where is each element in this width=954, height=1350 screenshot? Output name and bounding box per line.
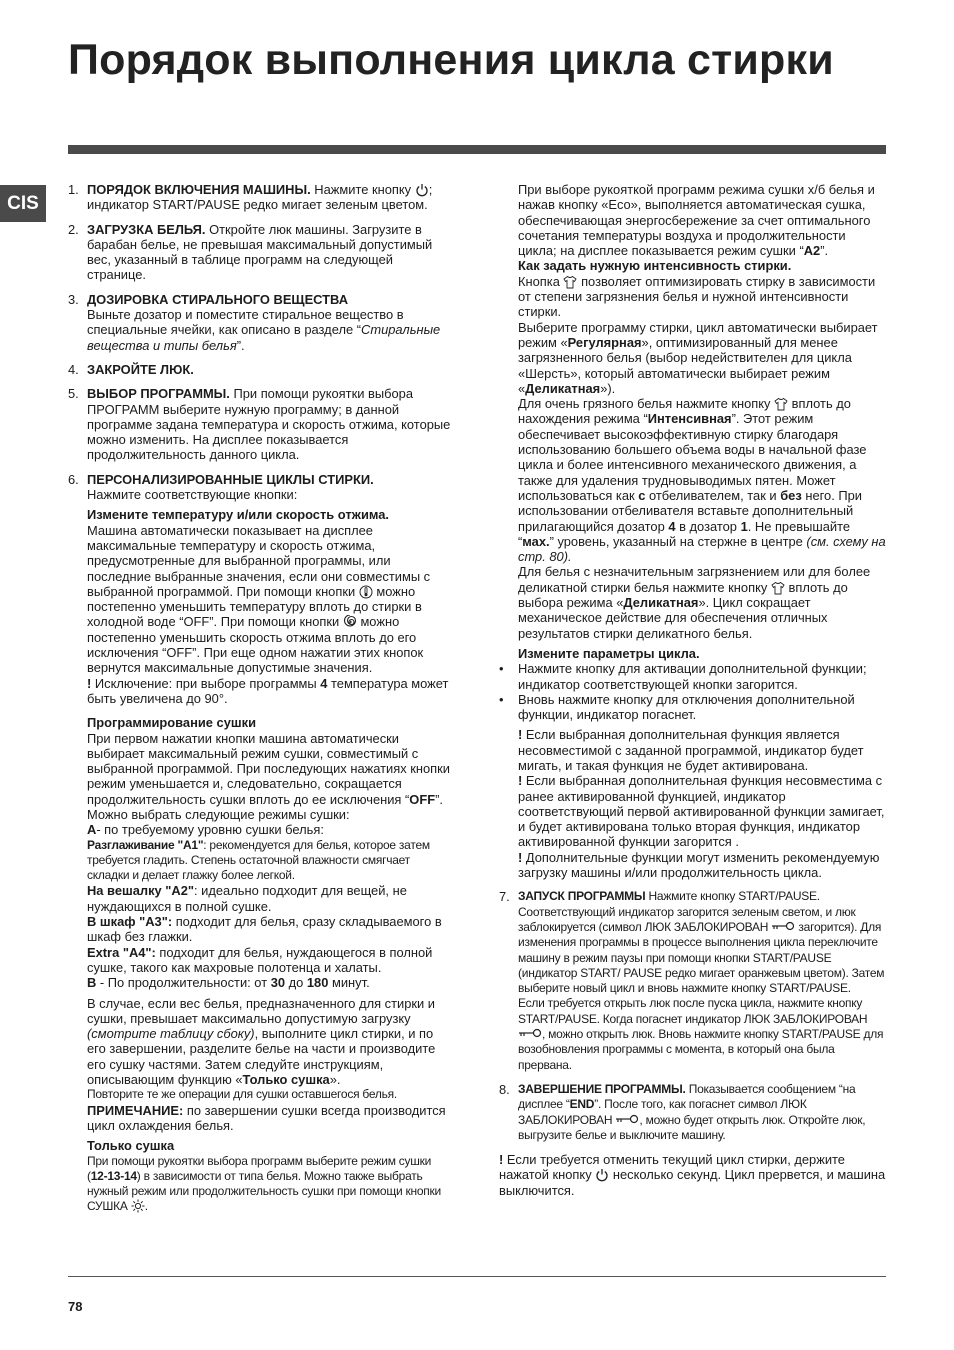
mode-label: А: [87, 822, 97, 838]
paragraph-text: : рекомендуется для белья, которое затем требуется гладить. Степень остаточной влажности смягчает складки и делает глажку более легкой.: [87, 837, 430, 883]
right-column: [499, 182, 887, 1198]
step-number: 6.: [68, 471, 79, 487]
sun-icon: [131, 1199, 145, 1213]
step-heading: ПЕРСОНАЛИЗИРОВАННЫЕ ЦИКЛЫ СТИРКИ.: [87, 471, 374, 487]
program-numbers: 12-13-14: [90, 1168, 137, 1183]
paragraph-text: до: [285, 975, 307, 991]
options-list: [499, 661, 887, 722]
paragraph-text: : идеально подходит для вещей, не нуждающихся в полной сушке.: [87, 883, 407, 914]
warning-mark: !: [518, 727, 523, 743]
step-heading: ЗАГРУЗКА БЕЛЬЯ.: [87, 221, 206, 237]
step-text: Откройте люк машины. Загрузите в барабан белье, не превышая максимальный допустимый вес, указанный в таблице программ на следующей странице.: [87, 221, 433, 283]
duration-min: 30: [270, 975, 286, 991]
paragraph-text: минут.: [328, 975, 370, 991]
temperature-icon: [359, 585, 373, 599]
level-max: мах.: [522, 533, 550, 549]
step-text: , можно открыть люк. Вновь нажмите кнопку START/PAUSE для возобновления программы с момента, в который она была прервана.: [518, 1027, 884, 1072]
step-text: Нажмите кнопку START/PAUSE. Соответствующий индикатор загорится зеленым светом, и люк заблокируется (символ ЛЮК ЗАБЛОКИРОВАН: [518, 889, 856, 934]
step-heading: ЗАКРОЙТЕ ЛЮК.: [87, 361, 194, 377]
warning-text: Если выбранная дополнительная функция несовместима с ранее активированной функцией, индикатор соответствующий первой активированной функции замигает, и будет активирована только вторая функция, индикатор активированной функции загорится .: [518, 773, 885, 850]
mode-label: На вешалку "A2": [87, 883, 194, 899]
dispenser-number: 1: [740, 518, 748, 534]
paragraph-text: ” уровень, указанный на стержне в центре: [549, 533, 807, 549]
warning-mark: !: [518, 773, 523, 789]
paragraph-text: , выполните цикл стирки, и по его завершении, разделите белье на части и производите его сушку частями. Затем следуйте инструкциям, описывающим функцию «: [87, 1026, 436, 1088]
function-name: Только сушка: [242, 1072, 330, 1088]
step-4: [68, 362, 452, 377]
step-text: Нажмите кнопку: [310, 182, 412, 197]
paragraph-text: .: [144, 1199, 148, 1214]
footer-divider: [68, 1276, 886, 1277]
language-tab: CIS: [0, 185, 46, 222]
mode-label: Разглаживание "A1": [87, 837, 204, 852]
mode-label: B: [87, 975, 97, 991]
paragraph-text: В случае, если вес белья, предназначенного для стирки и сушки, превышает максимально допустимую загрузку: [87, 995, 436, 1026]
drying-mode: A2: [803, 243, 821, 259]
step-text: загорится). Для изменения программы в процессе выполнения цикла переключите машину в режим паузы при помощи кнопки START/PAUSE (индикатор START/ PAUSE редко мигает оранжевым цветом). Затем выберите новый цикл и вновь нажмите кнопку START/PAUSE.: [518, 919, 885, 996]
subsection-heading: Как задать нужную интенсивность стирки.: [518, 258, 792, 274]
list-item: • Вновь нажмите кнопку для отключения дополнительной функции, индикатор погаснет.: [499, 692, 887, 723]
step-number: 4.: [68, 361, 79, 377]
warning-text: Если требуется отменить текущий цикл стирки, держите нажатой кнопку: [499, 1152, 845, 1183]
paragraph-text: температура может быть увеличена до 90°.: [87, 675, 449, 706]
paragraph-text: Кнопка: [518, 273, 560, 289]
step-number: 1.: [68, 182, 79, 197]
warning-text: Дополнительные функции могут изменить рекомендуемую загрузку машины и/или продолжительность цикла.: [518, 849, 880, 881]
page-title: Порядок выполнения цикла стирки: [68, 36, 834, 84]
paragraph-text: в дозатор: [675, 518, 741, 534]
paragraph-text: вплоть до выбора режима «: [518, 579, 848, 611]
step-heading: ЗАПУСК ПРОГРАММЫ: [518, 889, 646, 904]
step-heading: ВЫБОР ПРОГРАММЫ.: [87, 386, 230, 402]
step-text: , можно будет открыть люк. Откройте люк, выгрузите белье и выключите машину.: [518, 1112, 866, 1142]
paragraph-text: ”.: [820, 243, 829, 259]
paragraph-text: Машина автоматически показывает на дисплее максимальные температуру и скорость отжима, предусмотренные для выбранной программы, или последние выбранные значения, если они совместимы с выбранной программой. При помощи кнопки: [87, 522, 431, 599]
paragraph-text: по завершении сушки всегда производится цикл охлаждения белья.: [87, 1102, 446, 1133]
mode-label: В шкаф "A3":: [87, 914, 173, 930]
shirt-icon: [563, 275, 577, 289]
program-number: 4: [320, 675, 328, 691]
value-off: OFF: [409, 791, 436, 807]
display-message: END: [569, 1097, 595, 1112]
step-heading: ДОЗИРОВКА СТИРАЛЬНОГО ВЕЩЕСТВА: [87, 291, 349, 307]
step-7: [499, 889, 887, 1073]
step-5: [68, 386, 452, 462]
mode-name: Интенсивная: [647, 411, 732, 427]
step-1: [68, 182, 452, 213]
paragraph-text: отбеливателем, так и: [645, 487, 781, 503]
paragraph-text: ”.: [435, 791, 443, 807]
paragraph-text: При выборе рукояткой программ режима сушки х/б белья и нажав кнопку «Eco», выполняется автоматическая сушка, обеспечивающая энергосбережение за счет оптимального сочетания температуры воздуха и продолжительности цикла; на дисплее показывается режим сушки “: [518, 182, 875, 259]
duration-max: 180: [306, 975, 329, 991]
note-label: ПРИМЕЧАНИЕ:: [87, 1102, 184, 1118]
step-number: 3.: [68, 291, 79, 307]
subsection-heading: Измените параметры цикла.: [518, 645, 700, 661]
paragraph-text: ) в зависимости от типа белья. Можно также выбрать нужный режим или продолжительность сушки при помощи кнопки СУШКА: [87, 1168, 441, 1214]
paragraph-text: », оптимизированный для менее загрязненного белья (выбор недействителен для цикла «Шерсть», который автоматически выбирает режим «: [518, 334, 852, 396]
paragraph-text: - По продолжительности: от: [96, 975, 271, 991]
paragraph-text: можно постепенно уменьшить скорость отжима вплоть до его исключения “OFF”. При еще одном нажатии этих кнопок вернутся максимальные допустимые значения.: [87, 614, 424, 676]
step-6: [68, 472, 452, 1215]
step-text: Нажмите соответствующие кнопки:: [87, 487, 298, 503]
step-text: При помощи рукоятки выбора ПРОГРАММ выберите нужную программу; в данной программе задана температура и скорость отжима, которые можно изменить. На дисплее показывается продолжительность данного цикла.: [87, 386, 451, 463]
paragraph-text: ». Цикл сокращает механическое действие для обеспечения отличных результатов стирки деликатного белья.: [518, 595, 828, 641]
paragraph-text: Выберите программу стирки, цикл автоматически выбирает режим «: [518, 319, 878, 350]
step-text: Если требуется открыть люк после пуска цикла, нажмите кнопку START/PAUSE. Когда погаснет индикатор ЛЮК ЗАБЛОКИРОВАН: [518, 996, 868, 1026]
power-icon: [595, 1168, 609, 1182]
paragraph-text: позволяет оптимизировать стирку в зависимости от степени загрязнения белья и нужной интенсивности стирки.: [518, 273, 876, 320]
paragraph-text: ”. Этот режим обеспечивает высокоэффективную стирку благодаря использованию большего объема воды в начальной фазе цикла и более интенсивного механического движения, а также для удаления трудновыводимых пятен. Может использоваться как: [518, 411, 867, 503]
step-text: ; индикатор START/PAUSE редко мигает зеленым цветом.: [87, 182, 433, 213]
step-number: 5.: [68, 386, 79, 402]
spin-icon: [343, 615, 357, 629]
subsection-heading: Программирование сушки: [87, 715, 257, 731]
shirt-icon: [774, 397, 788, 411]
paragraph-text: Для очень грязного белья нажмите кнопку: [518, 396, 771, 412]
table-reference: (смотрите таблицу сбоку): [87, 1026, 255, 1042]
mode-name: Деликатная: [525, 380, 601, 396]
paragraph-text: »).: [600, 380, 616, 396]
paragraph-text: - по требуемому уровню сушки белья:: [96, 822, 324, 838]
emphasis: с: [638, 487, 646, 503]
warning-mark: !: [499, 1152, 504, 1168]
warning-text: Если выбранная дополнительная функция является несовместимой с заданной программой, индикатор будет мигать, и такая функция не будет активирована.: [518, 727, 864, 773]
shirt-icon: [771, 581, 785, 595]
paragraph-text: Исключение: при выборе программы: [91, 675, 321, 691]
paragraph-text: ».: [329, 1072, 341, 1088]
emphasis: без: [780, 487, 802, 503]
paragraph-text: можно постепенно уменьшить температуру вплоть до стирки в холодной воде “OFF”. При помощи кнопки: [87, 583, 422, 630]
door-lock-icon: [518, 1028, 542, 1038]
dispenser-number: 4: [668, 518, 676, 534]
paragraph-text: подходит для белья, нуждающегося в полной сушке, такого как махровые полотенца и халаты.: [87, 944, 433, 975]
power-icon: [415, 183, 429, 197]
left-column: [68, 182, 452, 1215]
step-text: ”.: [236, 337, 245, 353]
mode-name: Регулярная: [567, 334, 642, 350]
paragraph-text: Можно выбрать следующие режимы сушки:: [87, 806, 350, 822]
step-text: ”. После того, как погаснет символ ЛЮК ЗАБЛОКИРОВАН: [518, 1097, 807, 1127]
subsection-heading: Только сушка: [87, 1138, 175, 1154]
door-lock-icon: [615, 1114, 639, 1124]
paragraph-text: . Не превышайте “: [518, 518, 851, 549]
warning-mark: !: [87, 675, 92, 691]
step-heading: ПОРЯДОК ВКЛЮЧЕНИЯ МАШИНЫ.: [87, 182, 311, 197]
step-number: 7.: [499, 889, 510, 905]
paragraph-text: подходит для белья, сразу складываемого в шкаф без глажки.: [87, 914, 442, 945]
step-number: 8.: [499, 1081, 510, 1097]
page-number: 78: [68, 1299, 83, 1314]
mode-name: Деликатная: [623, 595, 699, 611]
step-number: 2.: [68, 221, 79, 237]
final-warning: [499, 1152, 887, 1198]
paragraph-text: него. При использовании отбеливателя вставьте дополнительный прилагающийся дозатор: [518, 487, 863, 534]
list-item-text: Вновь нажмите кнопку для отключения дополнительной функции, индикатор погаснет.: [518, 691, 855, 723]
subsection-heading: Измените температуру и/или скорость отжима.: [87, 507, 389, 523]
diagram-reference: (см. схему на стр. 80).: [518, 533, 886, 565]
step-2: [68, 222, 452, 283]
paragraph-text: вплоть до нахождения режима “: [518, 396, 851, 427]
step-text: Выньте дозатор и поместите стиральное вещество в специальные ячейки, как описано в разделе “: [87, 307, 404, 338]
list-item-text: Нажмите кнопку для активации дополнительной функции; индикатор соответствующей кнопки загорится.: [518, 661, 867, 692]
step-heading: ЗАВЕРШЕНИЕ ПРОГРАММЫ.: [518, 1081, 686, 1096]
paragraph-text: При первом нажатии кнопки машина автоматически выбирает максимальный режим сушки, совместимый с выбранной программой. При последующих нажатиях кнопки режим уменьшается и, следовательно, сокращается продолжительность сушки вплоть до ее исключения “: [87, 730, 450, 807]
step-8: [499, 1082, 887, 1143]
section-reference: Стиральные вещества и типы белья: [87, 322, 441, 353]
header-divider: [68, 145, 886, 154]
mode-label: Extra "A4":: [87, 944, 156, 960]
list-item: • Нажмите кнопку для активации дополнительной функции; индикатор соответствующей кнопки загорится.: [499, 661, 887, 692]
paragraph-text: Повторите те же операции для сушки оставшегося белья.: [87, 1087, 398, 1102]
paragraph-text: При помощи рукоятки выбора программ выберите режим сушки (: [87, 1153, 432, 1183]
step-3: [68, 292, 452, 353]
paragraph-text: Для белья с незначительным загрязнением или для более деликатной стирки белья нажмите кнопку: [518, 564, 871, 595]
warning-mark: !: [518, 849, 523, 865]
warning-text: несколько секунд. Цикл прервется, и машина выключится.: [499, 1167, 886, 1198]
door-lock-icon: [771, 921, 795, 931]
step-text: Показывается сообщением “на дисплее “: [518, 1081, 856, 1112]
